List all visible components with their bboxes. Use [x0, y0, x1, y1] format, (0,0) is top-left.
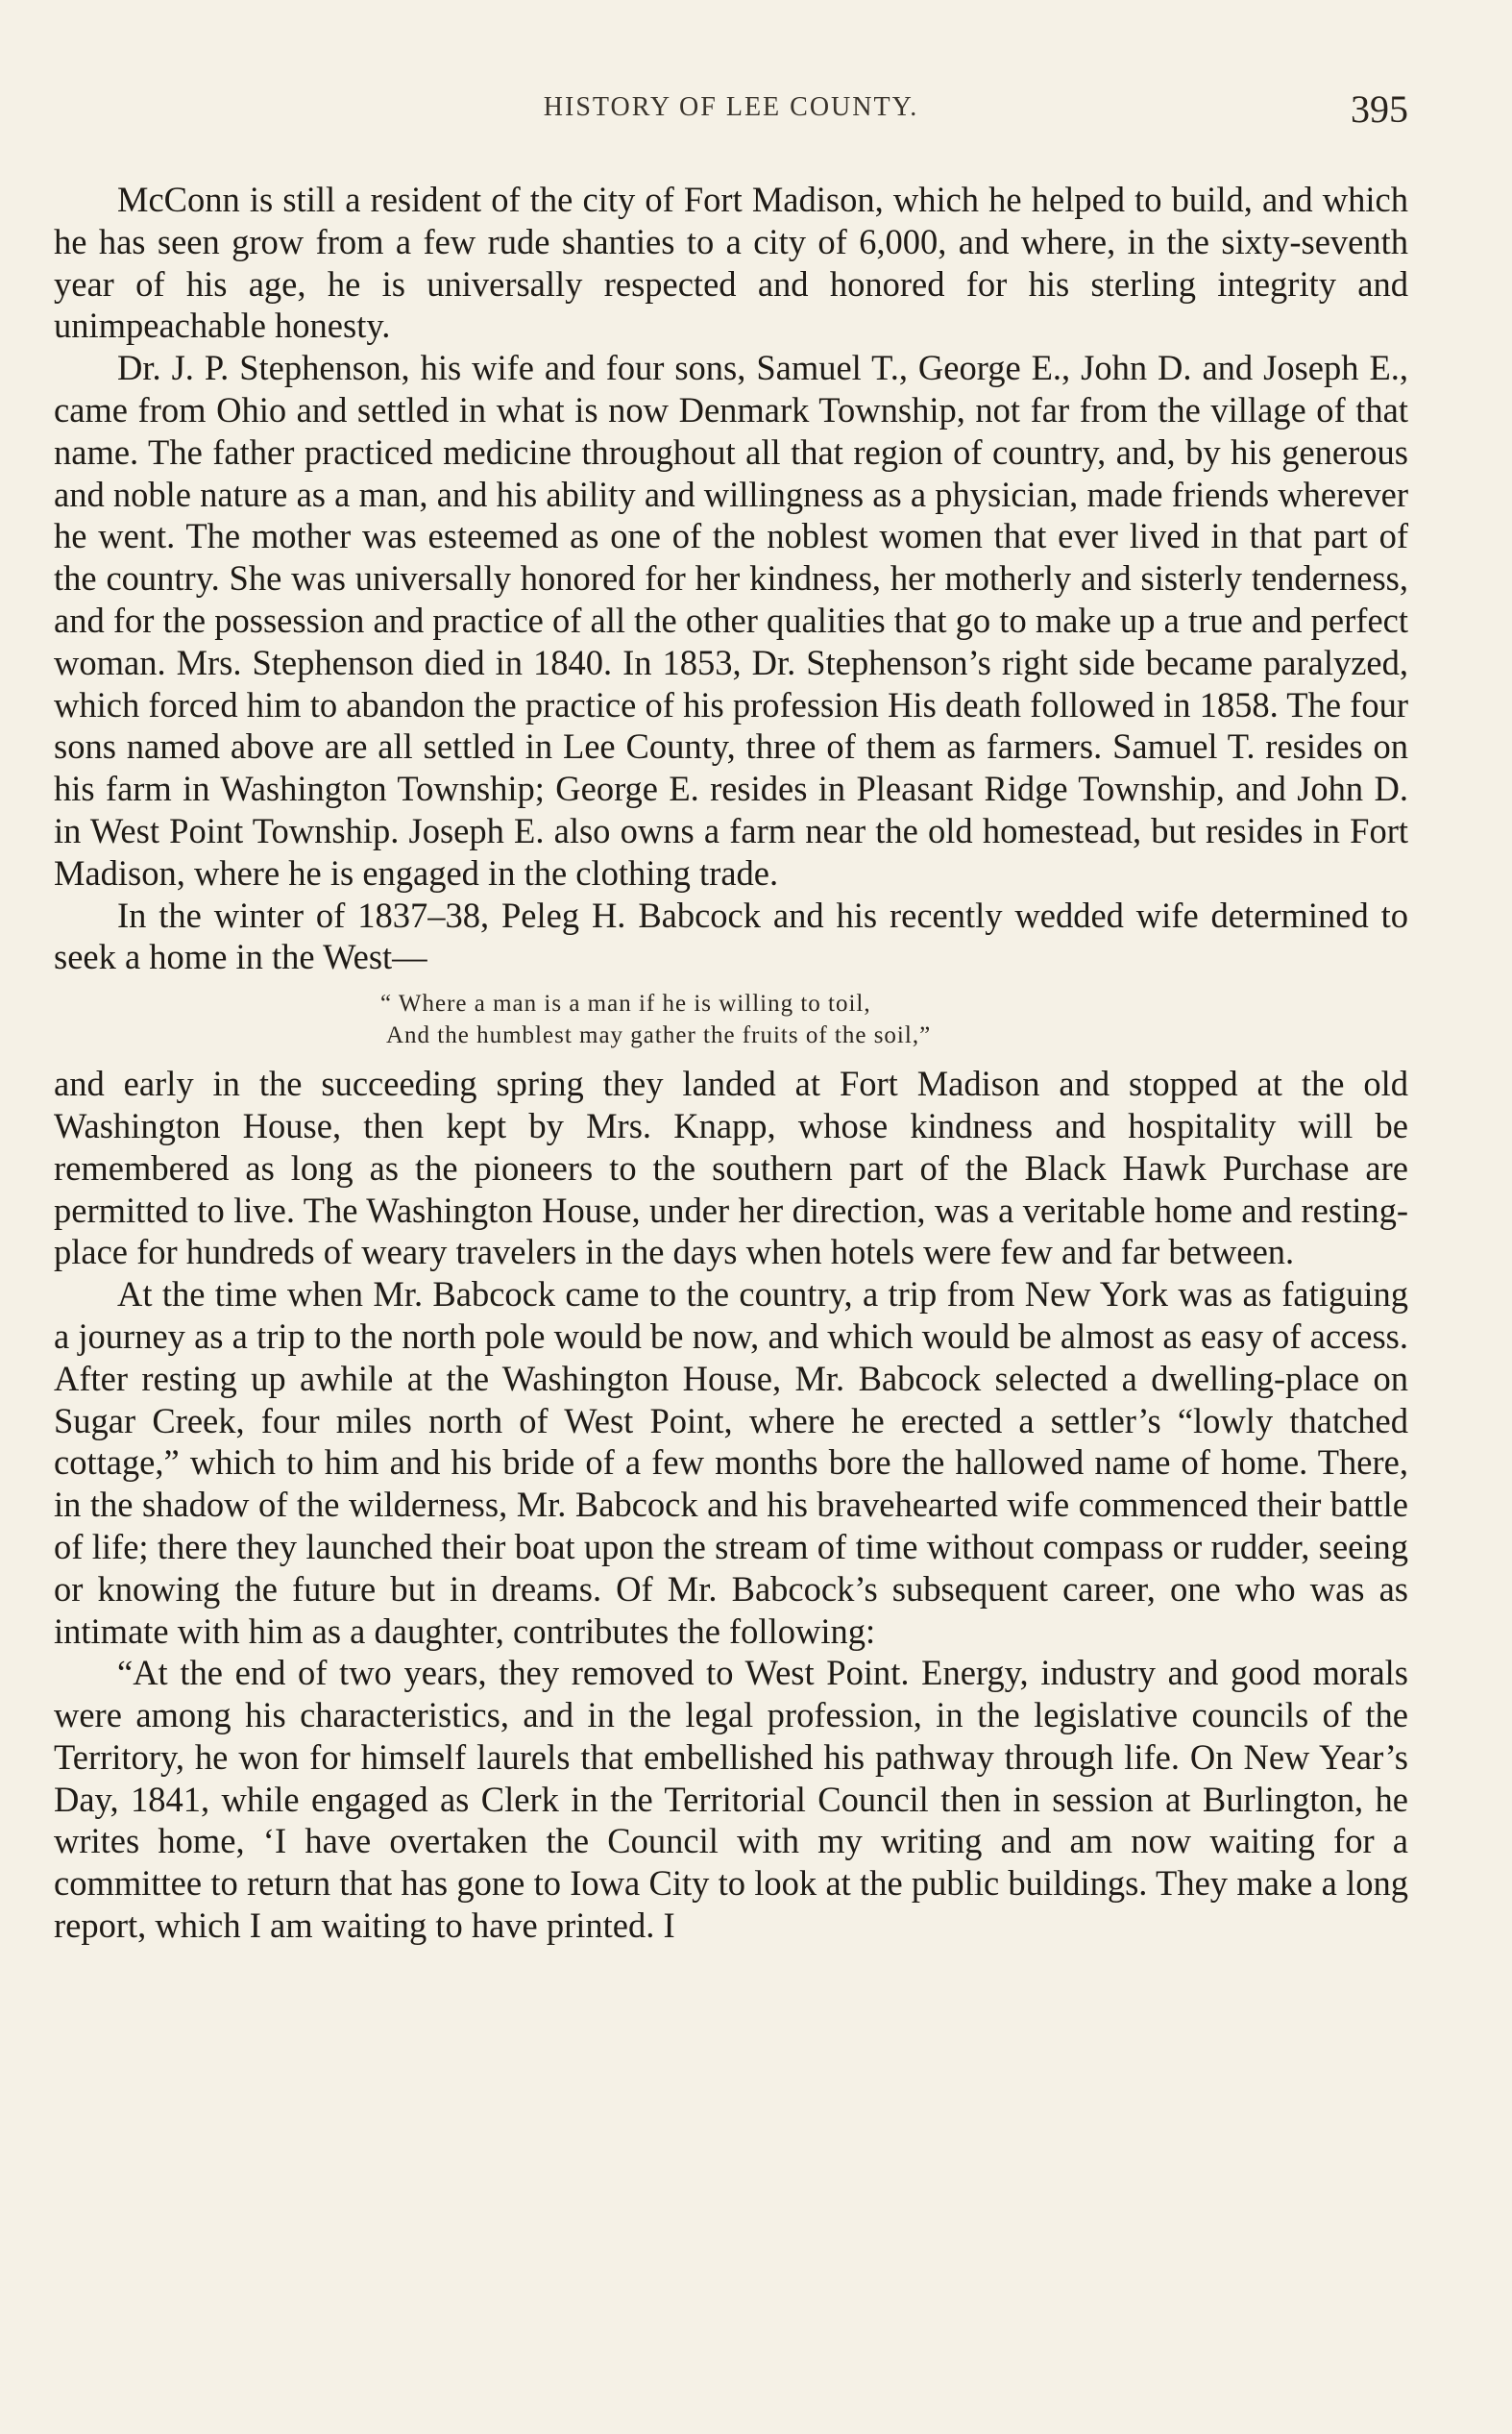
page-number: 395 — [1351, 87, 1408, 131]
page-header — [54, 87, 1408, 140]
verse-line-1: “ Where a man is a man if he is willing to toil, — [380, 991, 871, 1018]
paragraph-washington-house: and early in the succeeding spring they landed at Fort Madison and stopped at the old Washington House, then kept by Mrs. Knapp, whose kindness and hospitality will be remembered as long as the pioneers to the southern part of the Black Hawk Purchase are permitted to live. The Washington House, under her direction, was a veritable home and resting-place for hundreds of weary travelers in the days when hotels were few and far between. — [54, 1064, 1408, 1272]
body-text — [54, 179, 1408, 1947]
running-title: HISTORY OF LEE COUNTY. — [543, 92, 919, 122]
paragraph-babcock-intro: In the winter of 1837–38, Peleg H. Babcock and his recently wedded wife determined to seek a home in the West— — [54, 895, 1408, 977]
paragraph-stephenson: Dr. J. P. Stephenson, his wife and four sons, Samuel T., George E., John D. and Joseph E., came from Ohio and settled in what is now Denmark Township, not far from the village of that name. The father practiced medicine throughout all that region of country, and, by his generous and noble nature as a man, and his ability and willingness as a physician, made friends wherever he went. The mother was esteemed as one of the noblest women that ever lived in that part of the country. She was universally honored for her kindness, her motherly and sisterly tenderness, and for the possession and practice of all the other qualities that go to make up a true and perfect woman. Mrs. Stephenson died in 1840. In 1853, Dr. Stephenson’s right side became paralyzed, which forced him to abandon the practice of his profession His death followed in 1858. The four sons named above are all settled in Lee County, three of them as farmers. Samuel T. resides on his farm in Washington Township; George E. resides in Pleasant Ridge Township, and John D. in West Point Township. Joseph E. also owns a farm near the old homestead, but resides in Fort Madison, where he is engaged in the clothing trade. — [54, 348, 1408, 893]
paragraph-babcock-arrival: At the time when Mr. Babcock came to the country, a trip from New York was as fatiguing a journey as a trip to the north pole would be now, and which would be almost as easy of access. After resting up awhile at the Washington House, Mr. Babcock selected a dwelling-place on Sugar Creek, four miles north of West Point, where he erected a settler’s “lowly thatched cottage,” which to him and his bride of a few months bore the hallowed name of home. There, in the shadow of the wilderness, Mr. Babcock and his bravehearted wife commenced their battle of life; there they launched their boat upon the stream of time without compass or rudder, seeing or knowing the future but in dreams. Of Mr. Babcock’s subsequent career, one who was as intimate with him as a daughter, contributes the following: — [54, 1274, 1408, 1651]
verse-line-2: And the humblest may gather the fruits of the soil,” — [386, 1022, 932, 1049]
verse-quotation — [54, 988, 1408, 1051]
paragraph-mcconn: McConn is still a resident of the city of Fort Madison, which he helped to build, and which he has seen grow from a few rude shanties to a city of 6,000, and where, in the sixty-seventh year of his age, he is universally respected and honored for his sterling integrity and unimpeachable honesty. — [54, 180, 1408, 346]
paragraph-babcock-quote: “At the end of two years, they removed to West Point. Energy, industry and good morals were among his characteristics, and in the legal profession, in the legislative councils of the Territory, he won for himself laurels that embellished his pathway through life. On New Year’s Day, 1841, while engaged as Clerk in the Territorial Council then in session at Burlington, he writes home, ‘I have overtaken the Council with my writing and am now waiting for a committee to return that has gone to Iowa City to look at the public buildings. They make a long report, which I am waiting to have printed. I — [54, 1653, 1408, 1946]
